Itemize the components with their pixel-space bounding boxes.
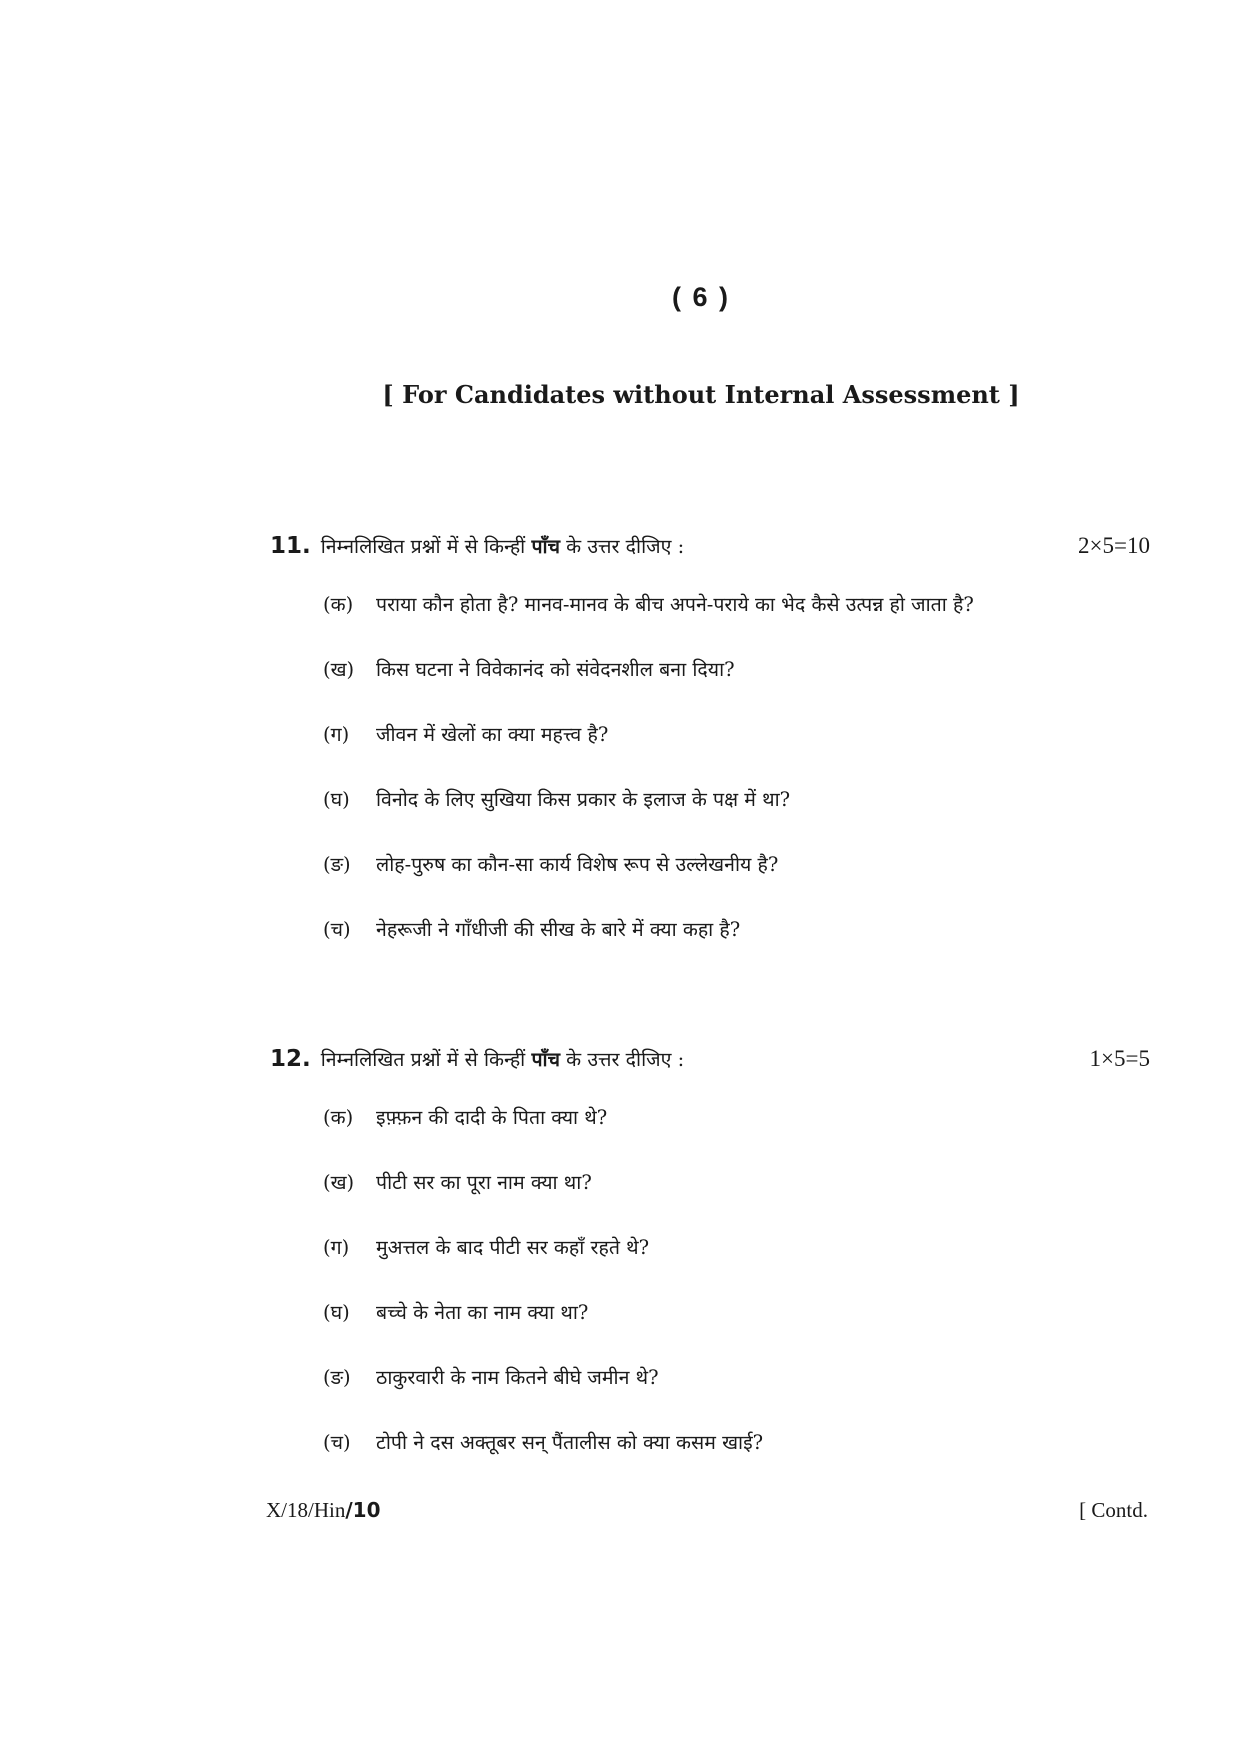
sub-question-label: (क)	[323, 1106, 354, 1129]
sub-question	[323, 655, 735, 682]
sub-question-label: (ग)	[323, 723, 350, 746]
question-marks: 1×5=5	[1089, 1046, 1150, 1071]
sub-question-label: (ख)	[323, 658, 355, 681]
paper-code: X/18/Hin/10	[266, 1498, 381, 1522]
sub-question	[323, 1103, 607, 1130]
continued-marker: [ Contd.	[1079, 1498, 1148, 1522]
sub-question-label: (घ)	[323, 1301, 350, 1324]
page-number: ( 6 )	[671, 282, 730, 312]
sub-question-text: पीटी सर का पूरा नाम क्या था?	[376, 1171, 592, 1194]
sub-question	[323, 850, 778, 877]
sub-question-label: (ख)	[323, 1171, 355, 1194]
sub-question-text: बच्चे के नेता का नाम क्या था?	[376, 1301, 589, 1324]
sub-question-text: इफ़्फ़न की दादी के पिता क्या थे?	[376, 1106, 608, 1129]
question-instruction: निम्नलिखित प्रश्नों में से किन्हीं पाँच के उत्तर दीजिए :	[320, 1048, 685, 1071]
question-header	[270, 1045, 1150, 1072]
sub-question-text: नेहरूजी ने गाँधीजी की सीख के बारे में क्या कहा है?	[376, 918, 741, 941]
sub-question-label: (ङ)	[323, 1366, 351, 1389]
sub-question-label: (च)	[323, 1431, 351, 1454]
sub-question	[323, 1168, 592, 1195]
sub-question-text: लोह-पुरुष का कौन-सा कार्य विशेष रूप से उल्लेखनीय है?	[376, 853, 779, 876]
question-number: 12.	[270, 1046, 311, 1072]
sub-question-text: जीवन में खेलों का क्या महत्त्व है?	[376, 723, 609, 746]
section-heading: [ For Candidates without Internal Assessment ]	[382, 380, 1020, 409]
sub-question	[323, 915, 740, 942]
sub-question-label: (घ)	[323, 788, 350, 811]
sub-question-text: ठाकुरवारी के नाम कितने बीघे जमीन थे?	[376, 1366, 659, 1389]
sub-question	[323, 590, 974, 617]
sub-question	[323, 1298, 588, 1325]
sub-question-text: विनोद के लिए सुखिया किस प्रकार के इलाज के पक्ष में था?	[376, 788, 791, 811]
question-number: 11.	[270, 533, 311, 559]
sub-question-text: मुअत्तल के बाद पीटी सर कहाँ रहते थे?	[376, 1236, 650, 1259]
sub-question-label: (ग)	[323, 1236, 350, 1259]
question-header	[270, 532, 1150, 559]
question-12	[270, 1045, 1150, 1454]
sub-question	[323, 720, 608, 747]
sub-question-text: टोपी ने दस अक्तूबर सन् पैंतालीस को क्या कसम खाई?	[376, 1431, 764, 1454]
sub-question	[323, 1233, 649, 1260]
sub-question-text: किस घटना ने विवेकानंद को संवेदनशील बना दिया?	[376, 658, 735, 681]
question-instruction: निम्नलिखित प्रश्नों में से किन्हीं पाँच के उत्तर दीजिए :	[320, 535, 685, 558]
question-11	[270, 532, 1150, 941]
sub-question-label: (च)	[323, 918, 351, 941]
sub-question	[323, 1363, 659, 1390]
question-marks: 2×5=10	[1078, 533, 1150, 558]
sub-question	[323, 1428, 763, 1455]
sub-question	[323, 785, 790, 812]
sub-question-text: पराया कौन होता है? मानव-मानव के बीच अपने-पराये का भेद कैसे उत्पन्न हो जाता है?	[376, 593, 974, 616]
sub-question-label: (ङ)	[323, 853, 351, 876]
sub-question-label: (क)	[323, 593, 354, 616]
